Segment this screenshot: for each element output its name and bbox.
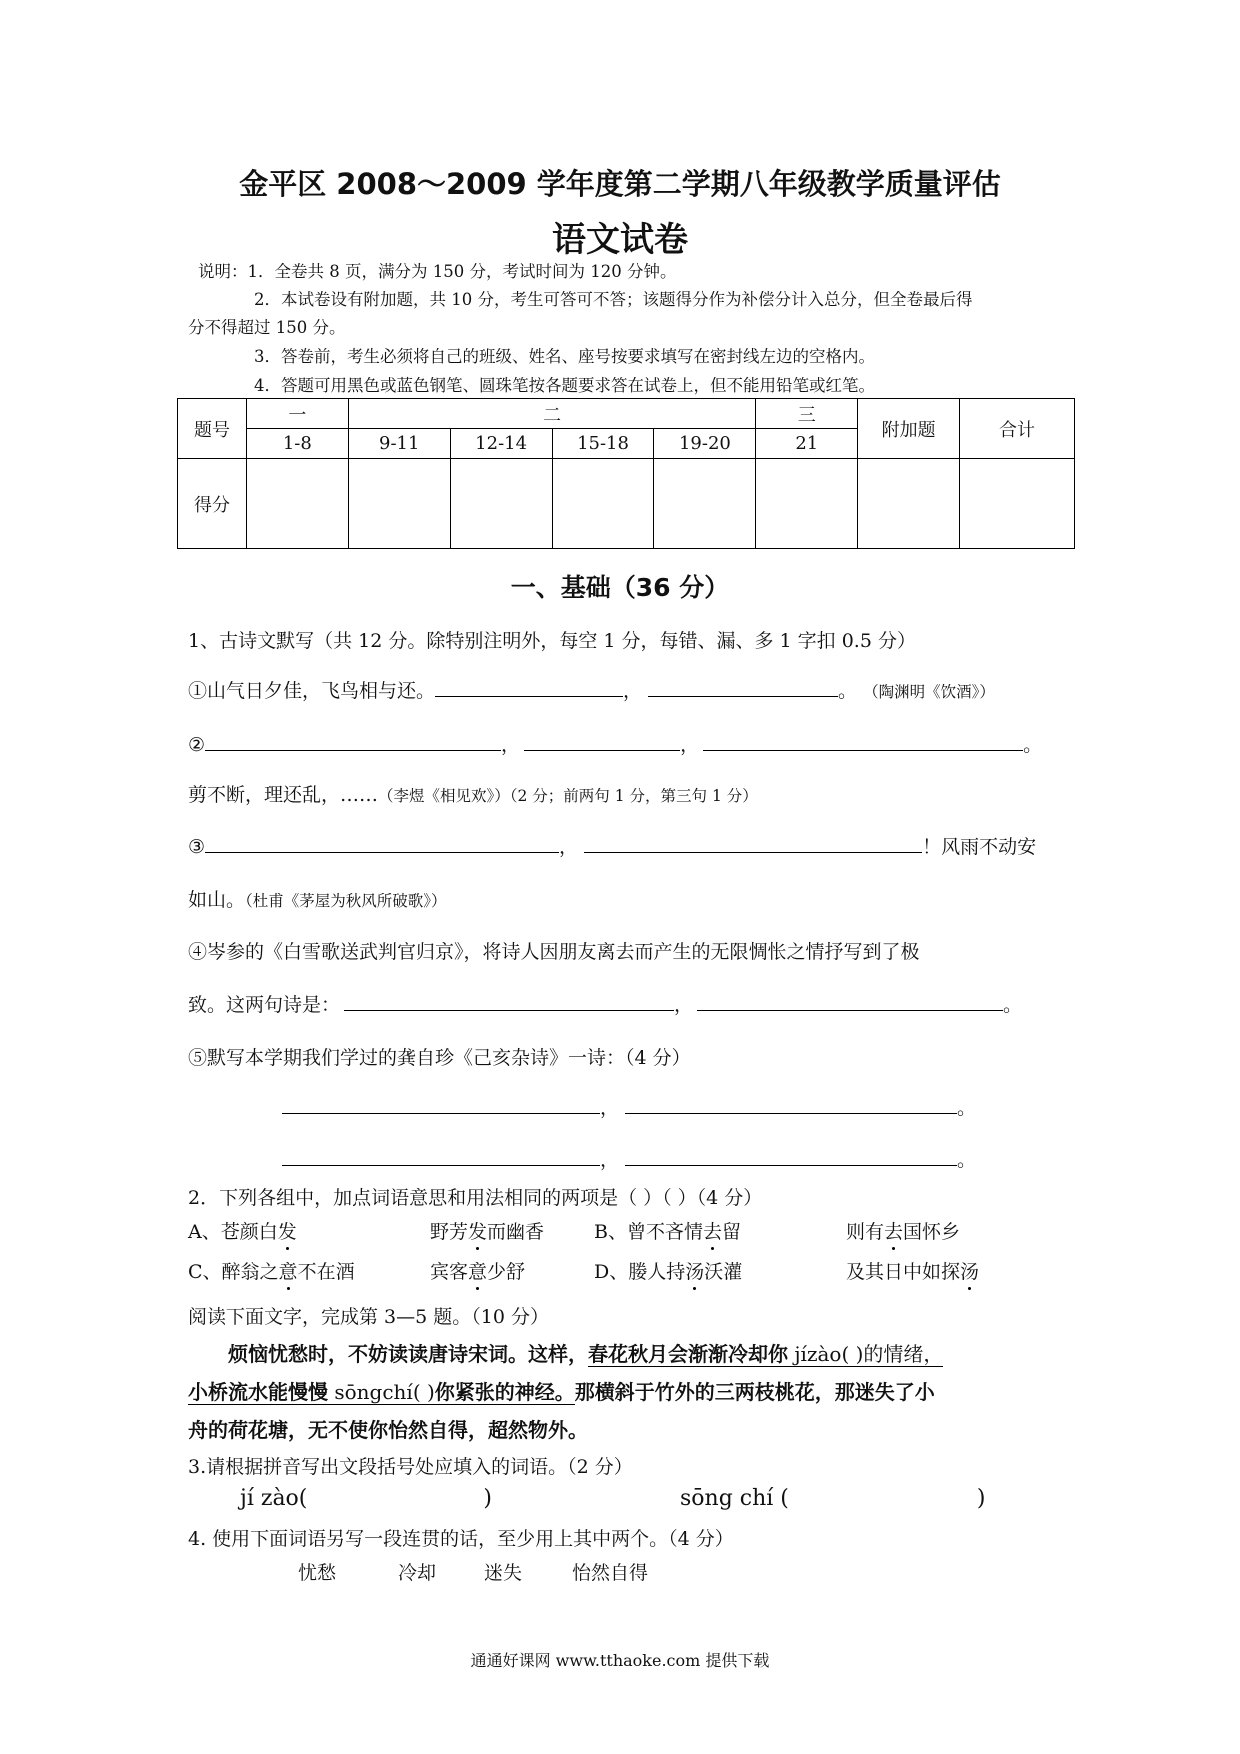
passage-text: 烦恼忧愁时，不妨读读唐诗宋词。这样， [228,1342,588,1366]
answer-blank[interactable] [205,749,501,751]
q4-word: 怡然自得 [572,1562,649,1584]
answer-blank[interactable] [648,695,838,697]
score-box[interactable] [348,459,450,549]
passage-text: 那横斜于竹外的三两枝桃花，那迷失了小 [574,1380,935,1404]
q1-3-line [188,832,1036,859]
q1-4-cont-line [188,990,1022,1017]
punct: 。 [957,1097,977,1119]
answer-blank[interactable] [584,851,922,853]
row-label: 题号 [178,399,247,459]
q3-text: 3.请根据拼音写出文段括号处应填入的词语。（2 分） [188,1456,633,1478]
answer-blank[interactable] [625,1112,957,1114]
q1-3-tail: ！风雨不动安 [922,836,1037,858]
answer-blank[interactable] [344,1009,674,1011]
q1-3-cont: 如山。 [188,889,246,911]
note-3: 3．答卷前，考生必须将自己的班级、姓名、座号按要求填写在密封线左边的空格内。 [254,347,875,366]
score-box[interactable] [858,459,960,549]
q1-4-cont: 致。这两句诗是： [188,994,341,1016]
range-cell: 9-11 [348,429,450,459]
score-box[interactable] [450,459,552,549]
q1-2-cont: 剪不断，理还乱，…… [188,784,379,806]
q4-word: 迷失 [484,1562,523,1584]
reading-intro: 阅读下面文字，完成第 3—5 题。（10 分） [188,1306,549,1328]
score-label: 得分 [178,459,247,549]
q1-2-cont-line [188,780,758,807]
score-box[interactable] [756,459,858,549]
q1-1-text: ①山气日夕佳，飞鸟相与还。 [188,680,436,702]
part2-header: 二 [348,399,756,429]
passage-line-2 [188,1376,935,1405]
passage-pinyin: sōngchí( ) [328,1380,435,1404]
range-cell: 21 [756,429,858,459]
q4-word: 忧愁 [298,1562,337,1584]
q4-word: 冷却 [398,1562,437,1584]
score-table [177,398,1075,549]
score-box[interactable] [246,459,348,549]
q2-option-b1: B、曾不吝情去留 [594,1221,741,1243]
paren: ) [483,1486,492,1511]
q2-option-d1: D、媵人持汤沃灌 [594,1261,743,1283]
footer: 通通好课网 www.tthaoke.com 提供下载 [470,1651,770,1670]
answer-blank[interactable] [524,749,680,751]
q2-option-b2: 则有去国怀乡 [846,1221,961,1243]
q1-5-text: ⑤默写本学期我们学过的龚自珍《己亥杂诗》一诗：（4 分） [188,1047,691,1069]
punct: 。 [1003,994,1023,1016]
q1-intro: 1、古诗文默写（共 12 分。除特别注明外，每空 1 分，每错、漏、多 1 字扣 0.5 分） [188,630,916,652]
score-box[interactable] [960,459,1075,549]
passage-underlined: 春花秋月会渐渐冷却你 [588,1342,788,1366]
q2-option-c1: C、醉翁之意不在酒 [188,1261,355,1283]
q2-option-c2: 宾客意少舒 [430,1261,526,1283]
range-cell: 15-18 [552,429,654,459]
range-cell: 12-14 [450,429,552,459]
passage-line-3: 舟的荷花塘，无不使你怡然自得，超然物外。 [188,1418,588,1442]
q1-5-line1 [282,1093,976,1120]
note-1: 说明：1．全卷共 8 页，满分为 150 分，考试时间为 120 分钟。 [198,262,677,281]
q1-1-line [188,676,995,703]
q1-4-text: ④岑参的《白雪歌送武判官归京》，将诗人因朋友离去而产生的无限惆怅之情抒写到了极 [188,941,920,963]
passage-pinyin: jízào( )的情绪， [788,1342,944,1366]
section-title: 一、基础（36 分） [510,573,730,602]
score-box[interactable] [552,459,654,549]
punct: ， [501,734,521,756]
note-2a: 2．本试卷设有附加题，共 10 分，考生可答可不答；该题得分作为补偿分计入总分，但全卷最后得 [254,290,973,309]
q1-3-cont-line [188,885,447,912]
punct: ， [600,1097,620,1119]
note-4: 4．答题可用黑色或蓝色钢笔、圆珠笔按各题要求答在试卷上，但不能用铅笔或红笔。 [254,376,875,395]
punct: 。 [838,680,858,702]
punct: 。 [957,1149,977,1171]
pinyin-label: jí zào( [240,1486,308,1511]
punct: 。 [1023,734,1043,756]
punct: ， [623,680,643,702]
q4-text: 4. 使用下面词语另写一段连贯的话，至少用上其中两个。（4 分） [188,1528,734,1550]
part3-header: 三 [756,399,858,429]
answer-blank[interactable] [282,1112,600,1114]
punct: ， [559,836,579,858]
pinyin-label: sōng chí ( [680,1486,789,1511]
q1-2-source: （李煜《相见欢》）（2 分；前两句 1 分，第三句 1 分） [378,787,758,805]
answer-blank[interactable] [703,749,1023,751]
range-cell: 1-8 [246,429,348,459]
passage-line-1 [228,1338,943,1367]
punct: ， [680,734,700,756]
range-cell: 19-20 [654,429,756,459]
q2-option-a1: A、苍颜白发 [188,1221,297,1243]
q2-option-a2: 野芳发而幽香 [430,1221,545,1243]
q1-3-num: ③ [188,836,206,858]
paren: ) [976,1486,986,1511]
punct: ， [600,1149,620,1171]
answer-blank[interactable] [282,1164,600,1166]
answer-blank[interactable] [625,1164,957,1166]
answer-blank[interactable] [205,851,559,853]
q1-3-source: （杜甫《茅屋为秋风所破歌》） [245,892,447,910]
punct: ， [674,994,694,1016]
exam-subtitle: 语文试卷 [552,220,688,260]
answer-blank[interactable] [697,1009,1003,1011]
q2-option-d2: 及其日中如探汤 [846,1261,980,1283]
extra-header: 附加题 [858,399,960,459]
passage-underlined: 你紧张的神经。 [434,1380,575,1404]
q1-2-line [188,730,1042,757]
note-2b: 分不得超过 150 分。 [188,318,346,337]
q3-pinyin-1 [240,1486,492,1511]
exam-title: 金平区 2008～2009 学年度第二学期八年级教学质量评估 [239,167,1001,201]
q3-pinyin-2 [680,1486,985,1511]
part1-header: 一 [246,399,348,429]
passage-underlined: 小桥流水能慢慢 [188,1380,328,1404]
answer-blank[interactable] [435,695,623,697]
q2-text: 2．下列各组中，加点词语意思和用法相同的两项是（ ）（ ）（4 分） [188,1187,763,1209]
q1-1-source: （陶渊明《饮酒》） [863,683,995,701]
score-box[interactable] [654,459,756,549]
q1-5-line2 [282,1145,976,1172]
total-header: 合计 [960,399,1075,459]
q1-2-num: ② [188,734,206,756]
